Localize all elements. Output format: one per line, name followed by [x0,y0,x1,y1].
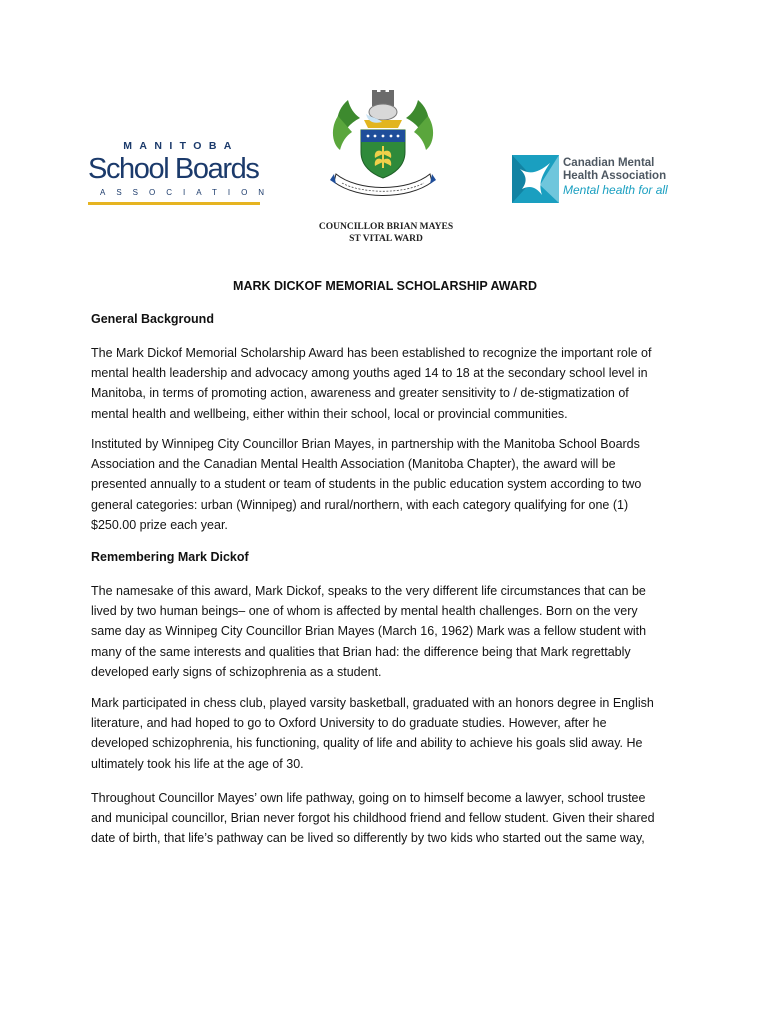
text-line: The Mark Dickof Memorial Scholarship Award has been established to recognize the important role of [91,346,652,360]
paragraph-general-1 [91,343,681,424]
text-line: mental health leadership and advocacy among youths aged 14 to 18 at the secondary school level in [91,366,648,381]
paragraph-general-2 [91,434,681,535]
text-line: Instituted by Winnipeg City Councillor Brian Mayes, in partnership with the Manitoba School Boards [91,437,640,451]
text-line: ultimately took his life at the age of 30. [91,756,304,771]
paragraph-remembering-1 [91,581,681,682]
city-crest-icon [328,88,438,206]
text-line: lived by two human beings– one of whom is affected by mental health challenges. Born on the very [91,604,638,619]
cmha-logo-tagline: Mental health for all [563,183,668,197]
text-line: The namesake of this award, Mark Dickof, speaks to the very different life circumstances that can be [91,584,646,598]
text-line: developed schizophrenia, his functioning, quality of life and ability to achieve his goals slid away. He [91,736,643,751]
text-line: Manitoba, in terms of promoting action, awareness and greater sensitivity to / de-stigmatization of [91,386,629,401]
text-line: Throughout Councillor Mayes’ own life pathway, going on to himself become a lawyer, school trustee [91,791,646,805]
text-line: general categories: urban (Winnipeg) and rural/northern, with each category qualifying for one (1) [91,497,629,512]
msba-logo [88,140,276,206]
paragraph-remembering-3 [91,788,681,849]
msba-logo-top-word: MANITOBA [123,140,239,152]
cmha-logo-line2: Health Association [563,170,667,182]
text-line: $250.00 prize each year. [91,517,228,532]
text-line: presented annually to a student or team of students in the public education system according to two [91,477,642,492]
paragraph-remembering-2 [91,693,681,774]
text-line: Association and the Canadian Mental Health Association (Manitoba Chapter), the award will be [91,457,616,472]
councillor-block [0,221,770,245]
cmha-logo-line1: Canadian Mental [563,157,655,169]
text-line: literature, and had hoped to go to Oxford University to do graduate studies. However, after he [91,716,607,731]
msba-logo-rule [88,202,260,205]
councillor-ward: ST VITAL WARD [349,234,423,244]
section-heading-remembering-mark: Remembering Mark Dickof [91,550,249,564]
document-title: MARK DICKOF MEMORIAL SCHOLARSHIP AWARD [233,279,537,293]
msba-logo-bottom-word: ASSOCIATION [100,188,276,197]
text-line: Mark participated in chess club, played varsity basketball, graduated with an honors degree in English [91,696,654,710]
section-heading-general-background: General Background [91,312,214,326]
text-line: date of birth, that life’s pathway can be lived so differently by two kids who started out the same way, [91,831,645,846]
text-line: many of the same interests and qualities that Brian had: the difference being that Mark regrettably [91,644,631,659]
text-line: and municipal councillor, Brian never forgot his childhood friend and fellow student. Given their shared [91,811,655,826]
councillor-name: COUNCILLOR BRIAN MAYES [318,222,454,232]
cmha-logo [512,155,682,207]
text-line: developed early signs of schizophrenia as a student. [91,664,382,679]
cmha-logo-text [563,157,693,198]
cmha-mark-icon [512,155,559,203]
text-line: mental health and wellbeing, either within their school, local or provincial communities. [91,406,568,421]
msba-logo-main-word: School Boards [88,153,259,185]
text-line: same day as Winnipeg City Councillor Brian Mayes (March 16, 1962) Mark was a fellow student with [91,624,647,639]
